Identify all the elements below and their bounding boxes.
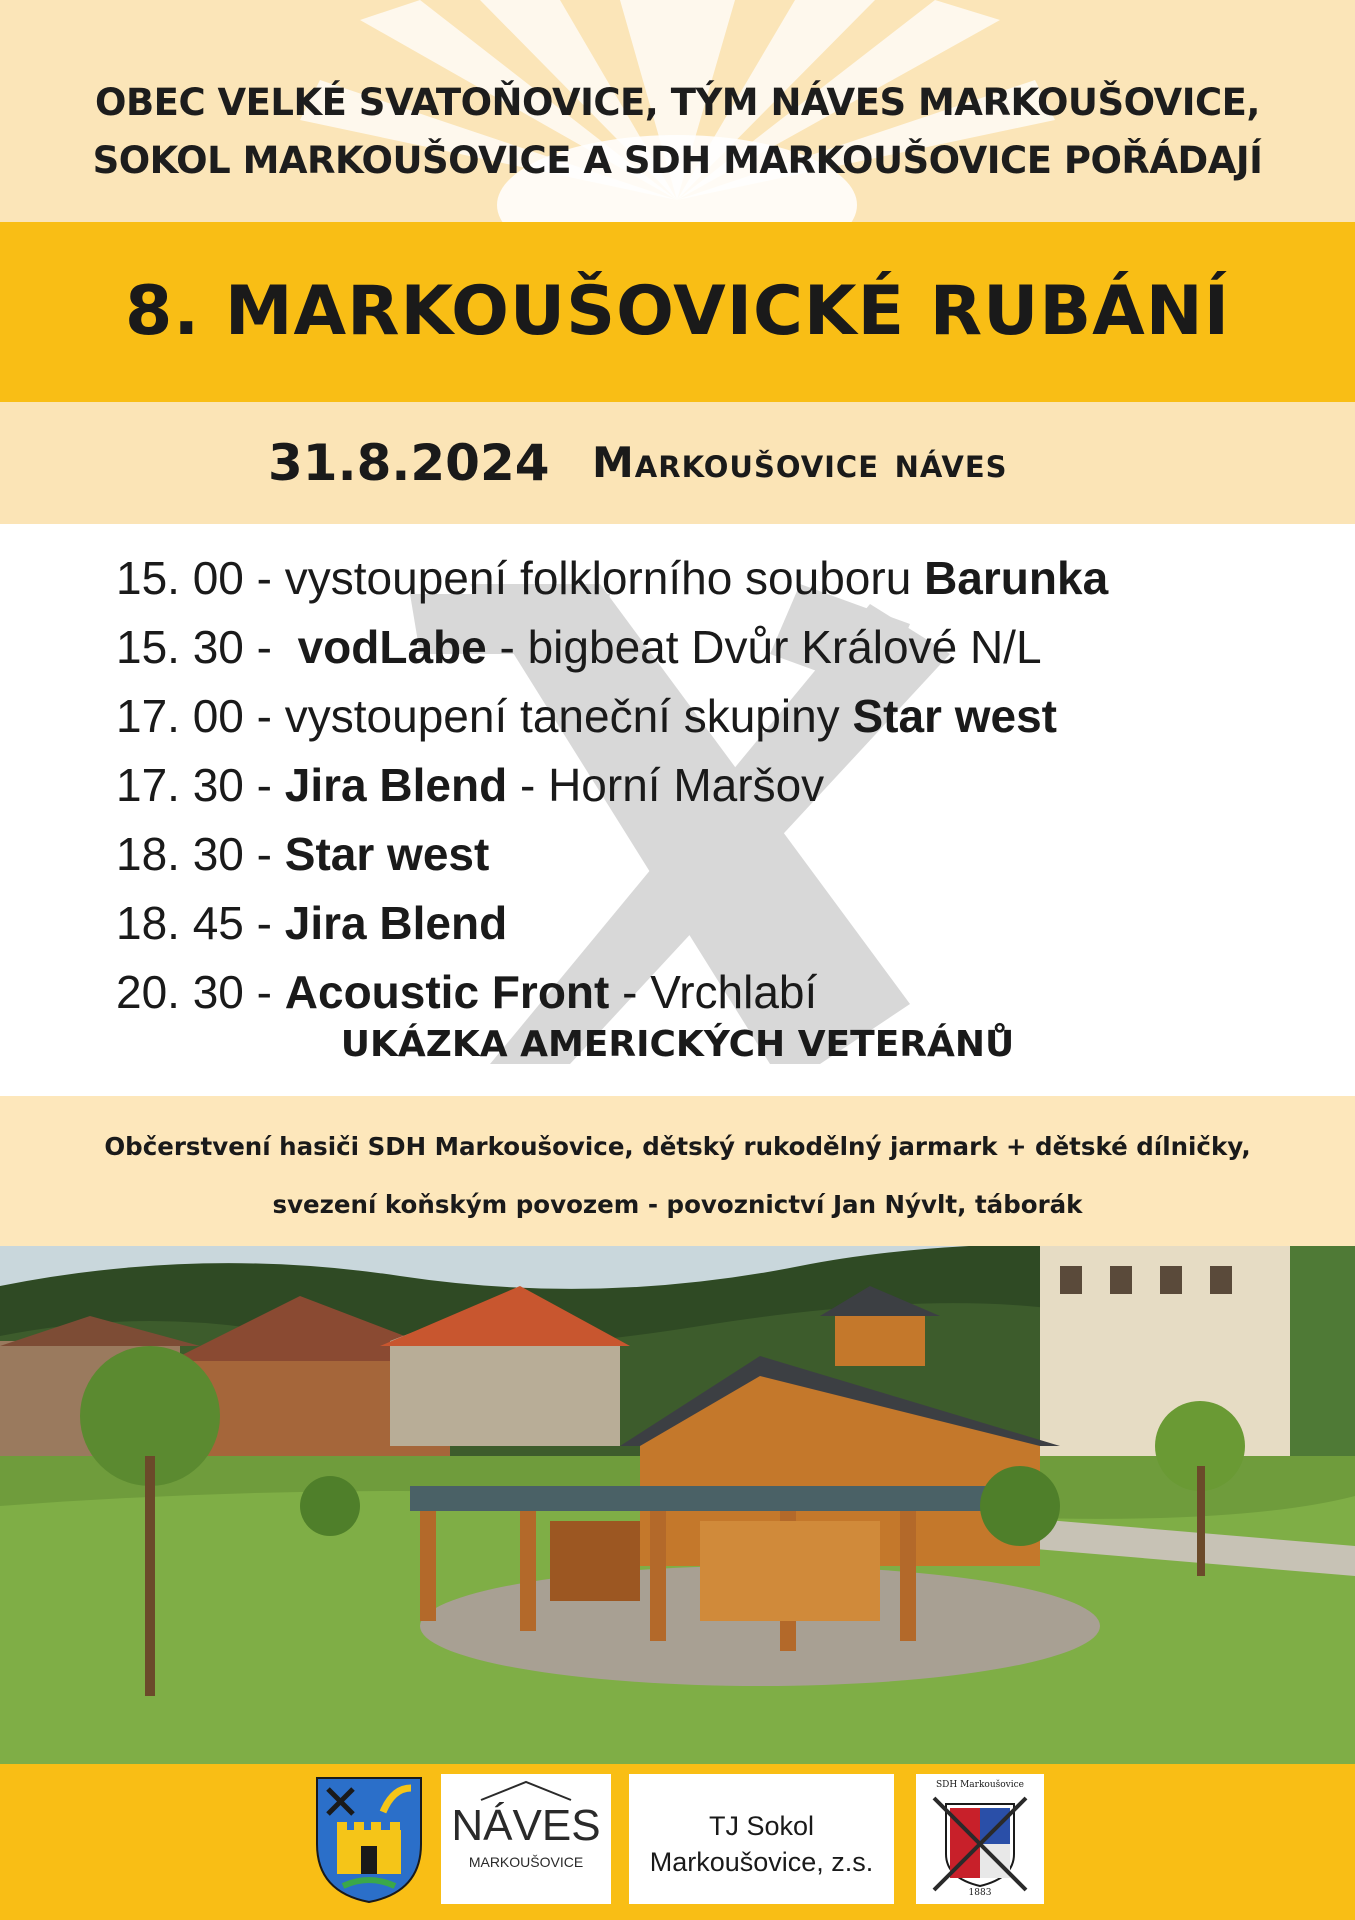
event-date: 31.8.2024 [268,434,550,492]
organizers-line-2: SOKOL MARKOUŠOVICE A SDH MARKOUŠOVICE POŘÁDAJÍ [92,139,1263,182]
info-line-1: Občerstvení hasiči SDH Markoušovice, dětský rukodělný jarmark + dětské dílničky, [104,1132,1251,1161]
village-coat-of-arms-logo [313,1774,425,1904]
program-section [0,524,1355,1096]
header-band [0,0,1355,222]
program-row: 15. 30 - vodLabe - bigbeat Dvůr Králové N/L [116,621,1042,673]
village-square-illustration [0,1246,1355,1764]
program-row: 18. 30 - Star west [116,828,490,880]
sdh-emblem-icon [916,1774,1044,1904]
program-row: 18. 45 - Jira Blend [116,897,508,949]
organizers-text [0,74,1355,190]
sdh-logo-top-text: SDH Markoušovice [935,1780,1024,1790]
event-title: 8. MARKOUŠOVICKÉ RUBÁNÍ [125,272,1230,351]
event-place: Markoušovice náves [592,438,1008,487]
veterans-heading: UKÁZKA AMERICKÝCH VETERÁNŮ [340,1024,1015,1065]
sdh-markousovice-logo [916,1774,1044,1904]
info-band [0,1096,1355,1246]
title-band [0,222,1355,402]
program-row: 17. 00 - vystoupení taneční skupiny Star west [116,690,1057,742]
sokol-logo-line-2: Markoušovice, z.s. [649,1847,874,1877]
program-row: 20. 30 - Acoustic Front - Vrchlabí [116,966,818,1018]
info-line-2: svezení koňským povozem - povoznictví Jan Nývlt, táborák [272,1190,1083,1219]
date-band [0,402,1355,524]
organizers-line-1: OBEC VELKÉ SVATOŇOVICE, TÝM NÁVES MARKOUŠOVICE, [95,81,1260,124]
sokol-logo-line-1: TJ Sokol [708,1811,815,1841]
naves-markousovice-logo [441,1774,611,1904]
naves-logo-subtitle: MARKOUŠOVICE [468,1854,584,1870]
village-square-photo [0,1246,1355,1764]
sdh-logo-year: 1883 [968,1888,992,1898]
tj-sokol-logo [629,1774,894,1904]
naves-logo-title: NÁVES [451,1801,601,1850]
sponsors-band [0,1764,1355,1920]
program-list [116,544,1108,1027]
program-row: 17. 30 - Jira Blend - Horní Maršov [116,759,825,811]
program-row: 15. 00 - vystoupení folklorního souboru Barunka [116,552,1109,604]
